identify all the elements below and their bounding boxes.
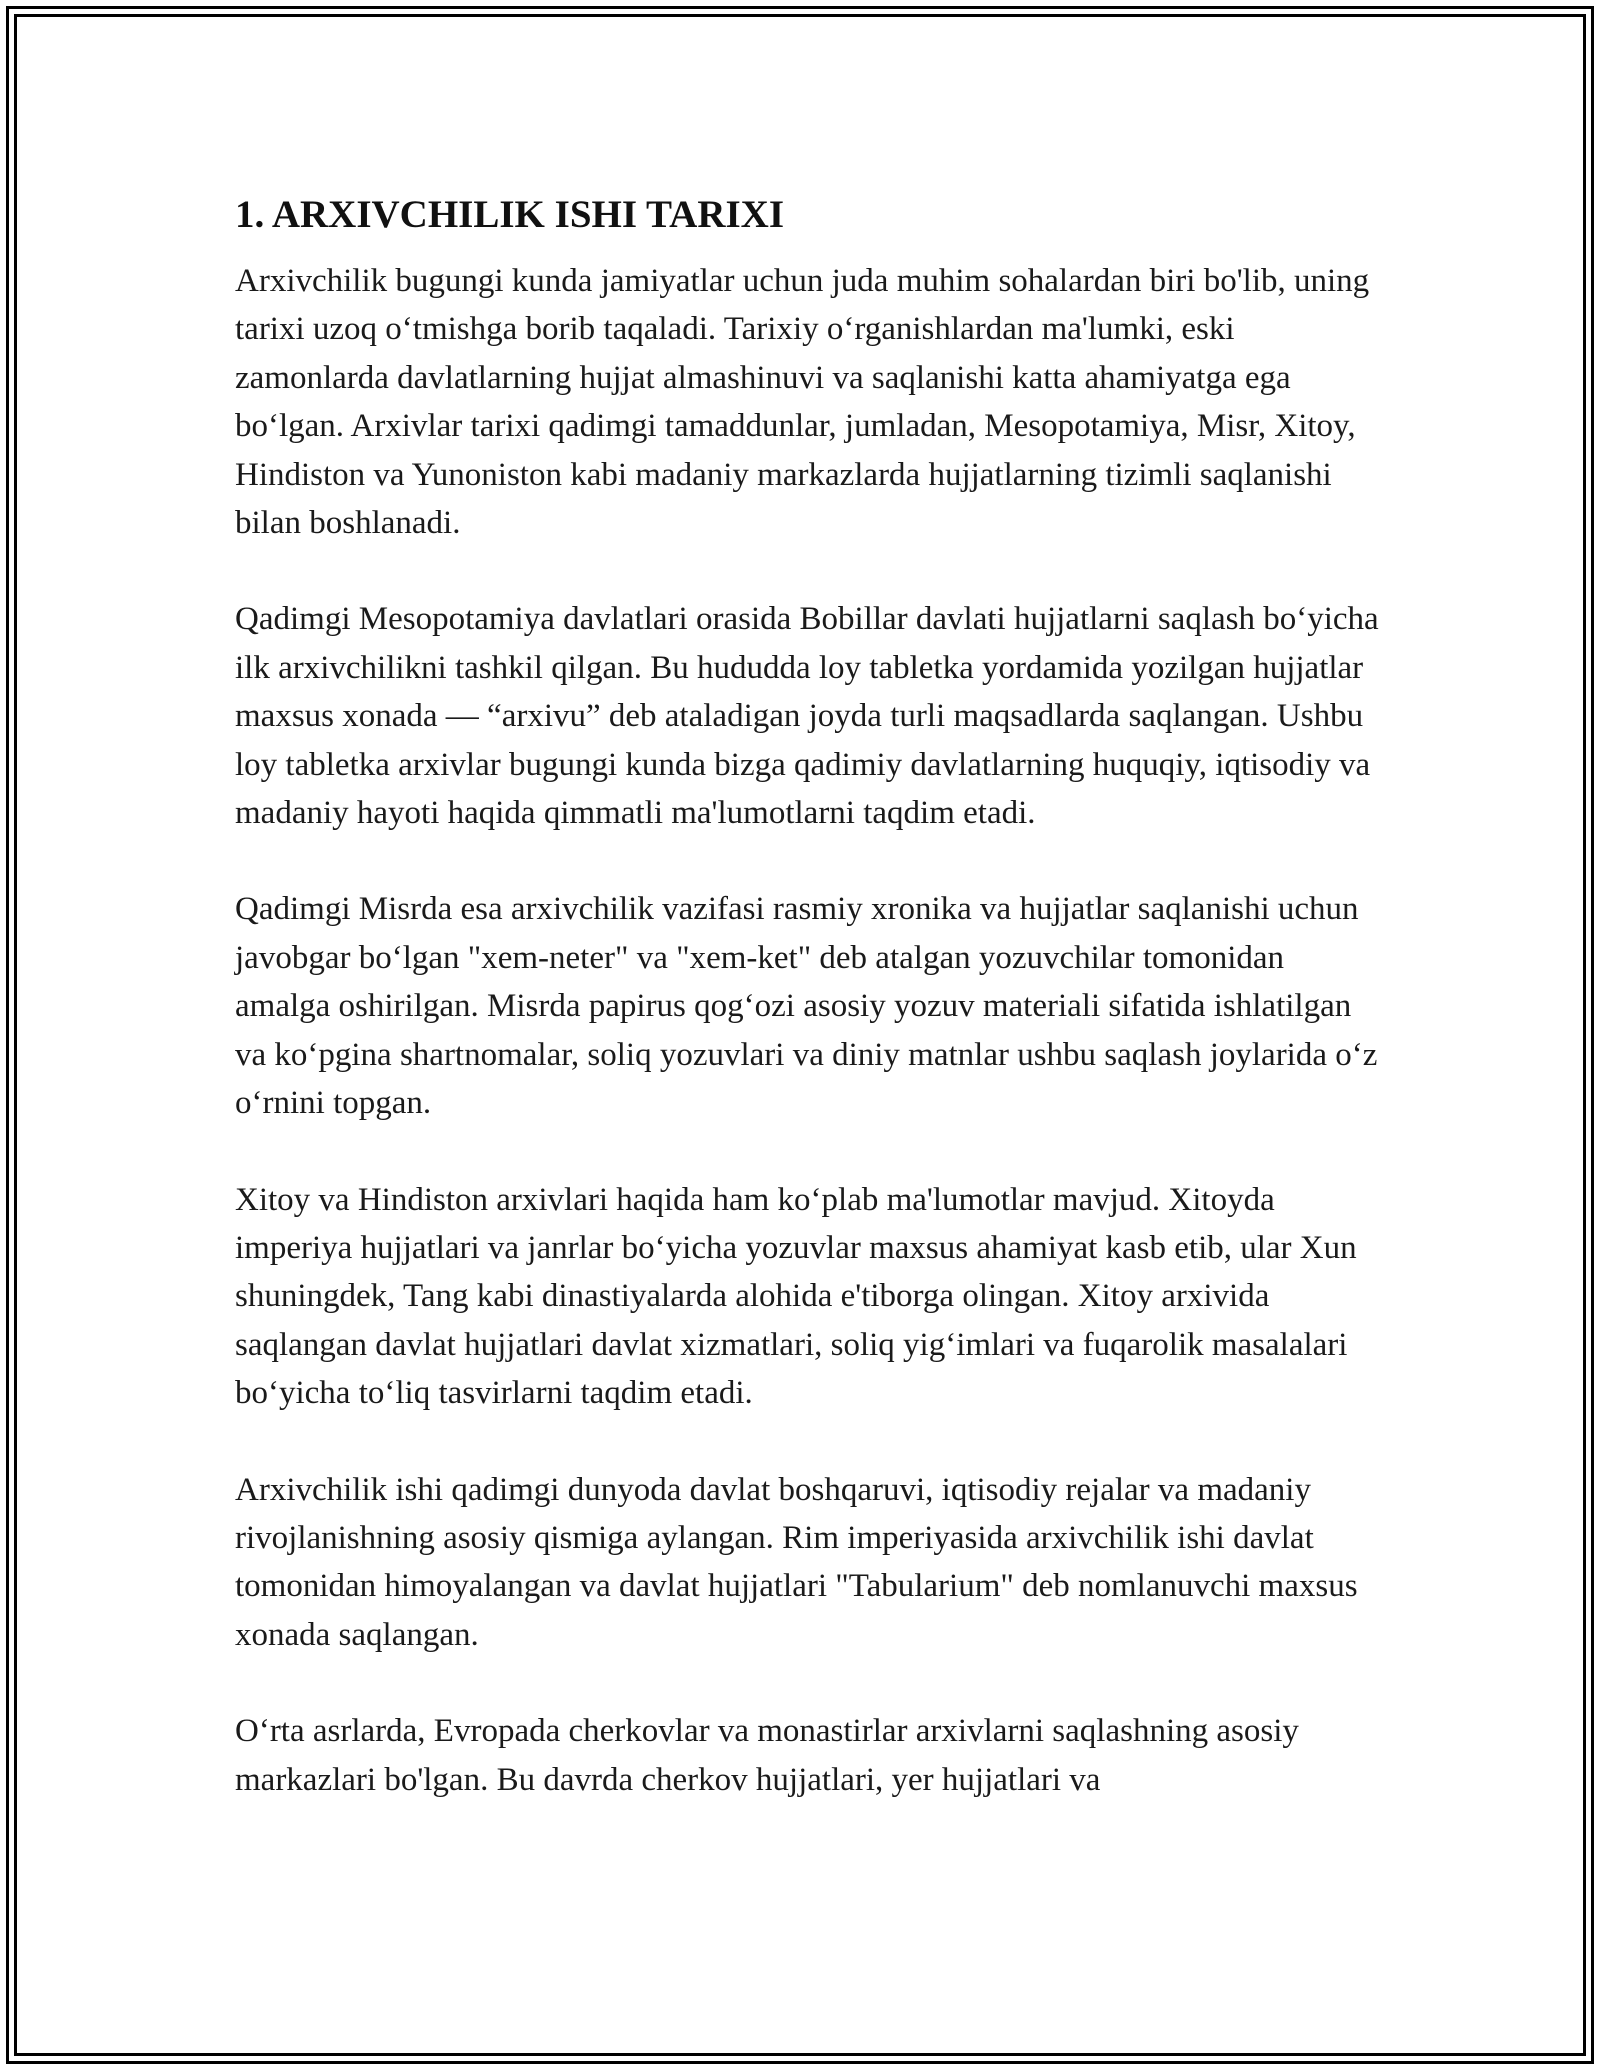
paragraph-2: Qadimgi Mesopotamiya davlatlari orasida Bobillar davlati hujjatlarni saqlash bo‘yicha ilk arxivchilikni tashkil qilgan. Bu hududda loy tabletka yordamida yozilgan hujjatlar maxsus xonada — “arxivu” deb ataladigan joyda turli maqsadlarda saqlangan. Ushbu loy tabletka arxivlar bugungi kunda bizga qadimiy davlatlarning huquqiy, iqtisodiy va madaniy hayoti haqida qimmatli ma'lumotlarni taqdim etadi. [235,601,1379,832]
paragraph-5: Arxivchilik ishi qadimgi dunyoda davlat boshqaruvi, iqtisodiy rejalar va madaniy rivojlanishning asosiy qismiga aylangan. Rim imperiyasida arxivchilik ishi davlat tomonidan himoyalangan va davlat hujjatlari "Tabularium" deb nomlanuvchi maxsus xonada saqlangan. [235,1471,1358,1653]
paragraph-6: O‘rta asrlarda, Evropada cherkovlar va monastirlar arxivlarni saqlashning asosiy markazlari bo'lgan. Bu davrda cherkov hujjatlari, yer hujjatlari va [235,1713,1299,1798]
paragraph-3: Qadimgi Misrda esa arxivchilik vazifasi rasmiy xronika va hujjatlar saqlanishi uchun javobgar bo‘lgan "xem-neter" va "xem-ket" deb atalgan yozuvchilar tomonidan amalga oshirilgan. Misrda papirus qog‘ozi asosiy yozuv materiali sifatida ishlatilgan va ko‘pgina shartnomalar, soliq yozuvlari va diniy matnlar ushbu saqlash joylarida o‘z o‘rnini topgan. [235,891,1378,1122]
paragraph-1: Arxivchilik bugungi kunda jamiyatlar uchun juda muhim sohalardan biri bo'lib, uning tarixi uzoq o‘tmishga borib taqaladi. Tarixiy o‘rganishlardan ma'lumki, eski zamonlarda davlatlarning hujjat almashinuvi va saqlanishi katta ahamiyatga ega bo‘lgan. Arxivlar tarixi qadimgi tamaddunlar, jumladan, Mesopotamiya, Misr, Xitoy, Hindiston va Yunoniston kabi madaniy markazlarda hujjatlarning tizimli saqlanishi bilan boshlanadi. [235,263,1370,542]
paragraph-4: Xitoy va Hindiston arxivlari haqida ham ko‘plab ma'lumotlar mavjud. Xitoyda imperiya hujjatlari va janrlar bo‘yicha yozuvlar maxsus ahamiyat kasb etib, ular Xun shuningdek, Tang kabi dinastiyalarda alohida e'tiborga olingan. Xitoy arxivida saqlangan davlat hujjatlari davlat xizmatlari, soliq yig‘imlari va fuqarolik masalalari bo‘yicha to‘liq tasvirlarni taqdim etadi. [235,1181,1357,1412]
section-heading: 1. ARXIVCHILIK ISHI TARIXI [235,193,785,236]
document-body [235,187,1380,1804]
